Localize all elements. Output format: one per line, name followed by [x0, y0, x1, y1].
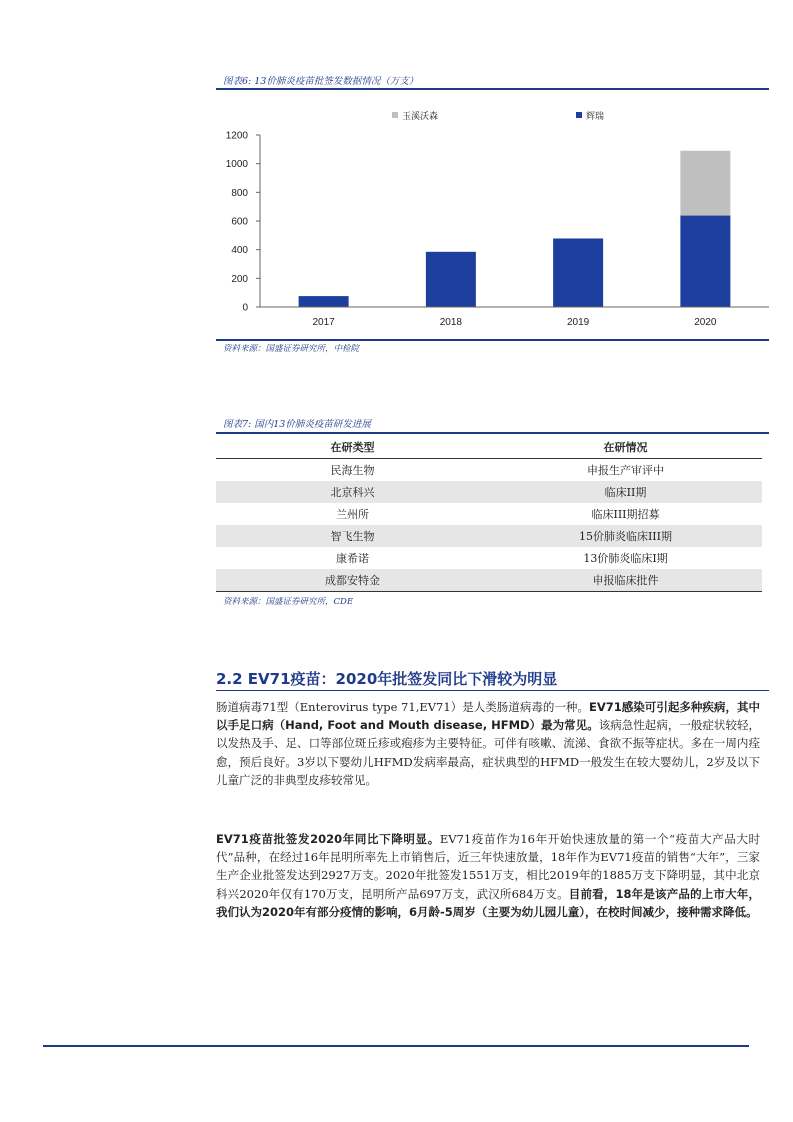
- table-row: [216, 525, 762, 547]
- bar-2017-辉瑞: [299, 296, 349, 307]
- footer-rule: [43, 1045, 749, 1047]
- table-cell-status: 申报生产审评中: [587, 464, 664, 477]
- table-cell-company: 智飞生物: [216, 525, 489, 547]
- bar-2018-辉瑞: [426, 252, 476, 307]
- paragraph-text: 该病急性起病，一般症状较轻，以发热及手、足、口等部位斑丘疹或疱疹为主要特征。可伴有咳嗽、流涕、食欲不振等症状。多在一周内痊愈，预后良好。3岁以下婴幼儿HFMD发病率最高，症状典型的HFMD一般发生在较大婴幼儿，2岁及以下儿童广泛的非典型皮疹较常见。: [216, 718, 760, 787]
- y-tick-label: 0: [242, 302, 248, 314]
- y-tick-label: 600: [231, 216, 248, 228]
- figure-6-top-rule: [216, 88, 769, 90]
- x-axis: [260, 307, 769, 328]
- bar-chart: [216, 92, 769, 335]
- table-cell-status: 13价肺炎临床I期: [583, 552, 668, 565]
- table-header-row: [216, 436, 762, 459]
- table-row: [216, 547, 762, 569]
- y-tick-label: 200: [231, 273, 248, 285]
- paragraph-text: 肠道病毒71型（Enterovirus type 71,EV71）是人类肠道病毒的一种。: [216, 700, 589, 714]
- x-tick-label: 2020: [694, 317, 717, 328]
- paragraph-emphasis: 目前看，18年是该产品的上市大年，我们认为2020年有部分疫情的影响，6月龄-5周岁（主要为幼儿园儿童），在校时间减少，接种需求降低。: [216, 886, 760, 919]
- figure-6-source: 资料来源：国盛证券研究所，中检院: [223, 344, 360, 354]
- figure-7-top-rule: [216, 432, 769, 434]
- table-cell-company: 成都安特金: [216, 569, 489, 592]
- figure-6-title: 图表6: 13价肺炎疫苗批签发数据情况（万支）: [223, 76, 419, 87]
- legend-swatch: [576, 112, 582, 118]
- y-tick-label: 1000: [225, 159, 248, 171]
- table-cell-company: 兰州所: [336, 508, 369, 521]
- table-row: [216, 569, 762, 592]
- legend-label: 玉溪沃森: [402, 112, 439, 122]
- rd-progress-table: [216, 436, 762, 592]
- paragraph-emphasis: EV71感染可引起多种疾病，其中以手足口病（Hand, Foot and Mouth disease, HFMD）最为常见。: [216, 700, 760, 733]
- chart-bars: [299, 151, 731, 307]
- table-cell-company: 康希诺: [336, 552, 369, 565]
- table-cell-status: 申报临床批件: [489, 569, 762, 592]
- y-tick-label: 400: [231, 245, 248, 257]
- table-cell-status: 临床II期: [489, 481, 762, 503]
- section-heading: 2.2 EV71疫苗：2020年批签发同比下滑较为明显: [216, 670, 558, 688]
- section-heading-rule: [216, 690, 769, 691]
- paragraph-emphasis: EV71疫苗批签发2020年同比下降明显。: [216, 832, 440, 846]
- paragraph-ev71-batches: [216, 830, 760, 921]
- x-tick-label: 2019: [567, 317, 590, 328]
- table-cell-status: 临床III期招募: [591, 508, 660, 521]
- table-cell-company: 民海生物: [330, 464, 375, 477]
- table-cell-status: 15价肺炎临床III期: [489, 525, 762, 547]
- figure-6-bottom-rule: [216, 339, 769, 341]
- chart-legend: [392, 110, 604, 122]
- column-header-type: 在研类型: [216, 436, 489, 459]
- bar-2020-辉瑞: [680, 216, 730, 307]
- paragraph-ev71-intro: [216, 698, 760, 789]
- legend-label: 辉瑞: [586, 112, 605, 122]
- legend-swatch: [392, 112, 398, 118]
- figure-7-source: 资料来源：国盛证券研究所，CDE: [223, 597, 354, 607]
- bar-2020-玉溪沃森: [680, 151, 730, 216]
- figure-7-title: 图表7: 国内13价肺炎疫苗研发进展: [223, 419, 371, 430]
- x-tick-label: 2018: [439, 317, 462, 328]
- bar-2019-辉瑞: [553, 238, 603, 307]
- table-row: [216, 503, 762, 525]
- y-axis: [226, 131, 260, 314]
- table-cell-company: 北京科兴: [216, 481, 489, 503]
- table-row: [216, 459, 762, 482]
- x-tick-label: 2017: [312, 317, 335, 328]
- paragraph-text: EV71疫苗作为16年开始快速放量的第一个“疫苗大产品大时代”品种，在经过16年昆明所率先上市销售后，近三年快速放量，18年作为EV71疫苗的销售“大年”，三家生产企业批签发达到2927万支。2020年批签发1551万支，相比2019年的1885万支下降明显，其中北京科兴2020年仅有170万支，昆明所产品697万支，武汉所684万支。: [216, 832, 761, 901]
- y-tick-label: 1200: [225, 130, 248, 142]
- column-header-status: 在研情况: [489, 436, 762, 459]
- table-row: [216, 481, 762, 503]
- y-tick-label: 800: [231, 187, 248, 199]
